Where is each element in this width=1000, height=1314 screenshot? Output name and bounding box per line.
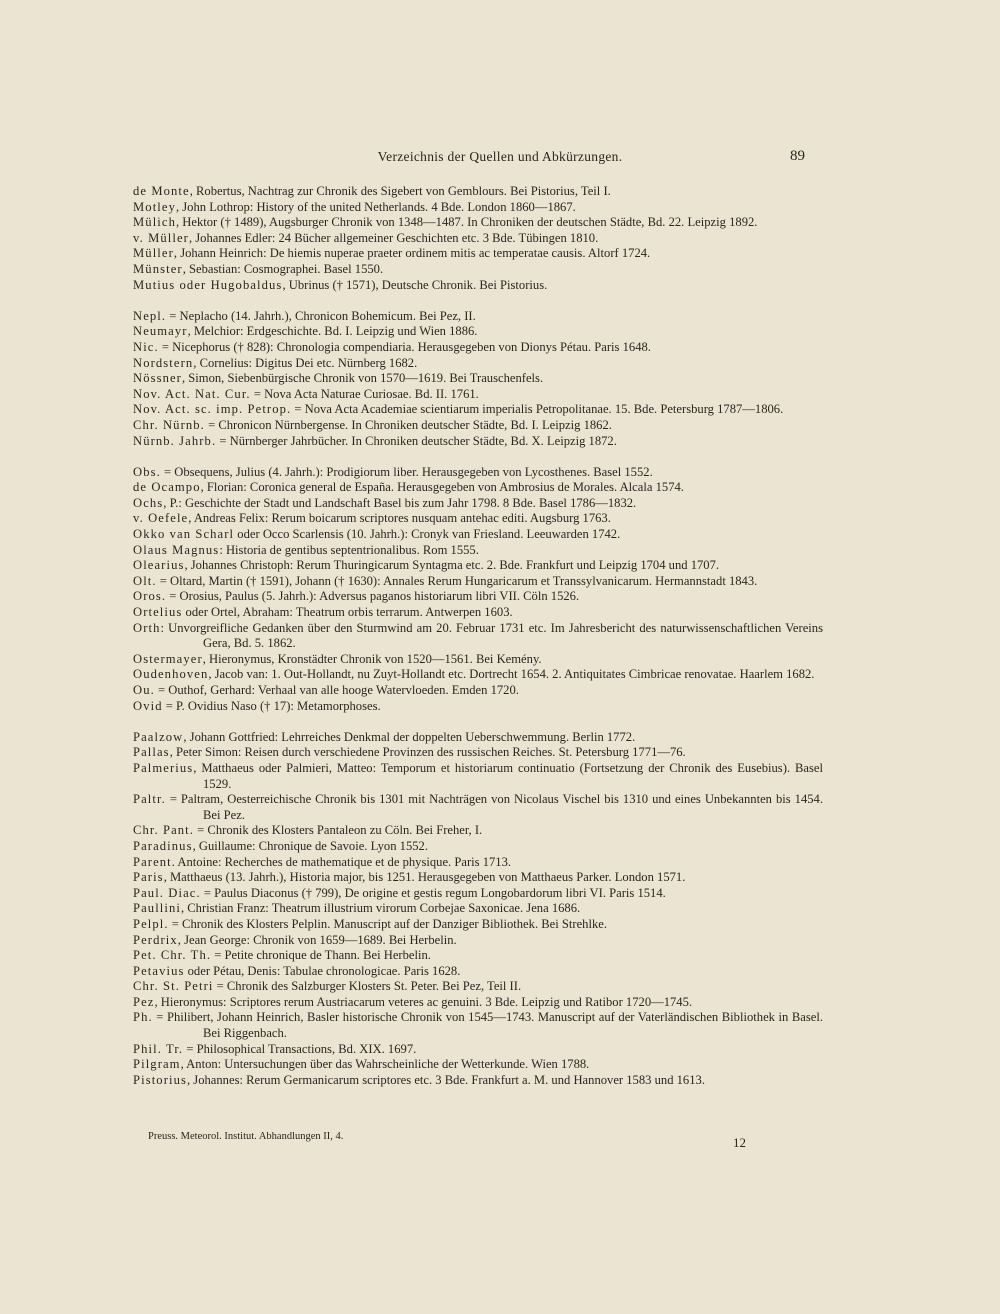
bibliography-entry xyxy=(133,527,823,543)
running-header: Verzeichnis der Quellen und Abkürzungen. xyxy=(377,149,623,164)
entry-text: = Paltram, Oesterreichische Chronik bis 1301 mit Nachträgen von Nicolaus Vischel bis 1310 und eines Unbekannten bis 1454. Bei Pez. xyxy=(165,792,823,822)
bibliography-entry xyxy=(133,200,823,216)
entry-text: , Christian Franz: Theatrum illustrium virorum Corbejae Saxonicae. Jena 1686. xyxy=(180,901,581,916)
bibliography-entry xyxy=(133,948,823,964)
entry-text: = Petite chronique de Thann. Bei Herbelin. xyxy=(211,948,431,963)
entry-heading: Motley xyxy=(133,199,176,214)
bibliography-entry xyxy=(133,667,823,683)
entry-text: , Robertus, Nachtrag zur Chronik des Sigebert von Gemblours. Bei Pistorius, Teil I. xyxy=(189,184,611,198)
bibliography-entry xyxy=(133,1042,823,1058)
entry-text: , Johann Heinrich: De hiemis nuperae praeter ordinem mitis ac temperatae causis. Altorf 1724. xyxy=(173,246,651,261)
entry-text: = Neplacho (14. Jahrh.), Chronicon Bohemicum. Bei Pez, II. xyxy=(166,308,476,323)
entry-text: = Nova Acta Academiae scientiarum imperialis Petropolitanae. 15. Bde. Petersburg 1787—1806. xyxy=(291,402,784,417)
entry-heading: Paltr. xyxy=(133,792,166,807)
bibliography-entry xyxy=(133,356,823,372)
entry-text: , Johannes Christoph: Rerum Thuringicarum Syntagma etc. 2. Bde. Frankfurt und Leipzig 1704 und 1707. xyxy=(184,558,720,573)
bibliography-entry xyxy=(133,589,823,605)
bibliography-entry xyxy=(133,730,823,746)
bibliography-entry xyxy=(133,324,823,340)
entry-text: = Chronik des Salzburger Klosters St. Peter. Bei Pez, Teil II. xyxy=(213,979,522,994)
entry-heading: Pet. Chr. Th. xyxy=(133,948,212,963)
entry-text: , Sebastian: Cosmographei. Basel 1550. xyxy=(182,261,384,276)
entry-heading: Paul. Diac. xyxy=(133,885,201,900)
bibliography-entry xyxy=(133,870,823,886)
entry-heading: Mülich xyxy=(133,215,176,230)
bibliography-entry xyxy=(133,855,823,871)
entry-heading: Paradinus xyxy=(133,838,193,853)
entry-heading: Obs. xyxy=(133,464,161,479)
entry-text: = P. Ovidius Naso († 17): Metamorphoses. xyxy=(162,698,381,713)
entry-heading: Oros. xyxy=(133,589,167,604)
entry-text: , Ubrinus († 1571), Deutsche Chronik. Bei Pistorius. xyxy=(282,277,548,292)
entry-heading: Paalzow xyxy=(133,729,184,744)
entry-text: = Oltard, Martin († 1591), Johann († 1630): Annales Rerum Hungaricarum et Transsylvanicarum. Hermannstadt 1843. xyxy=(156,573,758,588)
bibliography-entry xyxy=(133,340,823,356)
entry-heading: Phil. Tr. xyxy=(133,1041,184,1056)
bibliography-entry xyxy=(133,995,823,1011)
bibliography-entry xyxy=(133,823,823,839)
entry-text: = Paulus Diaconus († 799), De origine et gestis regum Longobardorum libri VI. Paris 1514. xyxy=(200,885,666,900)
bibliography-entry xyxy=(133,574,823,590)
entry-text: , Jean George: Chronik von 1659—1689. Bei Herbelin. xyxy=(177,932,457,947)
entry-heading: v. Müller xyxy=(133,230,189,245)
entry-heading: Pistorius xyxy=(133,1072,187,1087)
entry-text: , Andreas Felix: Rerum boicarum scriptores nusquam antehac editi. Augsburg 1763. xyxy=(188,511,611,526)
entry-heading: Nepl. xyxy=(133,308,167,323)
entry-text: , Guillaume: Chronique de Savoie. Lyon 1552. xyxy=(192,838,428,853)
bibliography-entry xyxy=(133,215,823,231)
entry-text: = Nova Acta Naturae Curiosae. Bd. II. 1761. xyxy=(250,386,479,401)
bibliography-entry xyxy=(133,184,823,200)
bibliography-entry xyxy=(133,745,823,761)
entry-heading: Pallas xyxy=(133,745,170,760)
entry-heading: Müller xyxy=(133,246,174,261)
bibliography-entry xyxy=(133,558,823,574)
entry-text: oder Occo Scarlensis (10. Jahrh.): Cronyk van Friesland. Leeuwarden 1742. xyxy=(234,527,621,542)
bibliography-entry xyxy=(133,434,823,450)
entry-text: , Simon, Siebenbürgische Chronik von 1570—1619. Bei Trauschenfels. xyxy=(181,371,544,386)
entry-text: , Melchior: Erdgeschichte. Bd. I. Leipzig und Wien 1886. xyxy=(187,324,478,339)
entry-text: , Anton: Untersuchungen über das Wahrscheinliche der Wetterkunde. Wien 1788. xyxy=(180,1057,590,1072)
letter-group xyxy=(133,730,823,1089)
entry-heading: Nordstern xyxy=(133,355,194,370)
letter-group xyxy=(133,184,823,293)
entry-heading: Mutius oder Hugobaldus xyxy=(133,277,283,292)
entry-text: , Hieronymus, Kronstädter Chronik von 1520—1561. Bei Kemény. xyxy=(202,651,542,666)
bibliography-entry xyxy=(133,621,823,652)
entry-heading: de Ocampo xyxy=(133,480,201,495)
entry-text: , Johann Gottfried: Lehrreiches Denkmal der doppelten Ueberschwemmung. Berlin 1772. xyxy=(183,729,636,744)
bibliography-entry xyxy=(133,605,823,621)
entry-heading: Oudenhoven xyxy=(133,667,209,682)
entry-text: = Philibert, Johann Heinrich, Basler historische Chronik von 1545—1743. Manuscript auf der Vaterländischen Bibliothek in Basel. Bei Riggenbach. xyxy=(152,1010,823,1041)
bibliography-entry xyxy=(133,901,823,917)
entry-text: = Nürnberger Jahrbücher. In Chroniken deutscher Städte, Bd. X. Leipzig 1872. xyxy=(216,433,617,448)
entry-text: , Cornelius: Digitus Dei etc. Nürnberg 1682. xyxy=(193,355,418,370)
entry-text: = Chronik des Klosters Pantaleon zu Cöln. Bei Freher, I. xyxy=(194,823,483,838)
entry-heading: de Monte xyxy=(133,184,190,198)
entry-heading: Chr. Nürnb. xyxy=(133,417,205,432)
entry-heading: Nürnb. Jahrb. xyxy=(133,433,217,448)
bibliography-entry xyxy=(133,387,823,403)
bibliography-entry xyxy=(133,309,823,325)
entry-text: oder Ortel, Abraham: Theatrum orbis terrarum. Antwerpen 1603. xyxy=(182,605,513,620)
entry-text: , John Lothrop: History of the united Netherlands. 4 Bde. London 1860—1867. xyxy=(175,199,576,214)
bibliography-list xyxy=(133,184,823,1104)
entry-text: , Matthaeus (13. Jahrh.), Historia major, bis 1251. Herausgegeben von Matthaeus Parker. London 1571. xyxy=(163,870,686,885)
page-number: 89 xyxy=(790,148,805,164)
bibliography-entry xyxy=(133,761,823,792)
bibliography-entry xyxy=(133,792,823,823)
entry-heading: Okko van Scharl xyxy=(133,527,235,542)
entry-heading: Nov. Act. Nat. Cur. xyxy=(133,386,251,401)
entry-heading: Paullini xyxy=(133,901,181,916)
footer-publisher-line: Preuss. Meteorol. Institut. Abhandlungen II, 4. xyxy=(148,1131,344,1142)
entry-heading: Pez xyxy=(133,994,155,1009)
entry-heading: Olearius xyxy=(133,558,185,573)
entry-heading: Parent xyxy=(133,854,172,869)
entry-text: = Chronik des Klosters Pelplin. Manuscript auf der Danziger Bibliothek. Bei Strehlke. xyxy=(168,916,607,931)
entry-heading: Nov. Act. sc. imp. Petrop. xyxy=(133,402,292,417)
bibliography-entry xyxy=(133,839,823,855)
entry-heading: Ovid xyxy=(133,698,163,713)
entry-heading: Palmerius xyxy=(133,760,194,775)
entry-heading: Münster xyxy=(133,261,183,276)
entry-text: , Hektor († 1489), Augsburger Chronik von 1348—1487. In Chroniken der deutschen Städte, Bd. 22. Leipzig 1892. xyxy=(175,215,758,230)
signature-mark: 12 xyxy=(733,1135,746,1150)
entry-text: oder Pétau, Denis: Tabulae chronologicae. Paris 1628. xyxy=(184,963,461,978)
bibliography-entry xyxy=(133,1057,823,1073)
entry-heading: Ph. xyxy=(133,1010,153,1025)
entry-text: , Johannes Edler: 24 Bücher allgemeiner Geschichten etc. 3 Bde. Tübingen 1810. xyxy=(188,230,599,245)
entry-heading: Petavius xyxy=(133,963,185,978)
bibliography-entry xyxy=(133,933,823,949)
bibliography-entry xyxy=(133,652,823,668)
entry-heading: Ostermayer xyxy=(133,651,203,666)
entry-heading: Pelpl. xyxy=(133,916,169,931)
bibliography-entry xyxy=(133,262,823,278)
bibliography-entry xyxy=(133,699,823,715)
entry-text: = Outhof, Gerhard: Verhaal van alle hooge Watervloeden. Emden 1720. xyxy=(154,683,519,697)
entry-heading: Olaus Magnus xyxy=(133,542,220,557)
entry-text: = Chronicon Nürnbergense. In Chroniken deutscher Städte, Bd. I. Leipzig 1862. xyxy=(204,417,612,432)
entry-heading: Olt. xyxy=(133,573,157,588)
bibliography-entry xyxy=(133,246,823,262)
entry-text: , Hieronymus: Scriptores rerum Austriacarum veteres ac genuini. 3 Bde. Leipzig und Ratibor 1720—1745. xyxy=(154,994,693,1009)
bibliography-entry xyxy=(133,964,823,980)
entry-heading: Ochs xyxy=(133,495,164,510)
entry-text: , Florian: Coronica general de España. Herausgegeben von Ambrosius de Morales. Alcala 1574. xyxy=(200,480,684,495)
entry-text: : Unvorgreifliche Gedanken über den Sturmwind am 20. Februar 1731 etc. Im Jahresbericht des naturwissenschaftlichen Vereins Gera, Bd. 5. 1862. xyxy=(160,620,823,651)
entry-text: , Johannes: Rerum Germanicarum scriptores etc. 3 Bde. Frankfurt a. M. und Hannover 1583 und 1613. xyxy=(187,1072,705,1087)
bibliography-entry xyxy=(133,1010,823,1041)
entry-heading: Neumayr xyxy=(133,324,188,339)
entry-heading: Chr. Pant. xyxy=(133,823,195,838)
entry-heading: Ortelius xyxy=(133,605,183,620)
bibliography-entry xyxy=(133,543,823,559)
entry-text: = Nicephorus († 828): Chronologia compendiaria. Herausgegeben von Dionys Pétau. Paris 1648. xyxy=(158,339,651,354)
entry-heading: Perdrix xyxy=(133,932,178,947)
entry-heading: Ou. xyxy=(133,683,155,697)
entry-text: , Jacob van: 1. Out-Hollandt, nu Zuyt-Hollandt etc. Dortrecht 1654. 2. Antiquitates Cimbricae renovatae. Haarlem 1682. xyxy=(208,667,815,682)
entry-text: , Peter Simon: Reisen durch verschiedene Provinzen des russischen Reiches. St. Petersburg 1771—76. xyxy=(169,745,686,760)
entry-text: , Matthaeus oder Palmieri, Matteo: Temporum et historiarum continuatio (Fortsetzung der Chronik des Eusebius). Basel 1529. xyxy=(193,760,823,791)
bibliography-entry xyxy=(133,886,823,902)
entry-heading: Pilgram xyxy=(133,1057,181,1072)
bibliography-entry xyxy=(133,511,823,527)
bibliography-entry xyxy=(133,917,823,933)
bibliography-entry xyxy=(133,418,823,434)
entry-heading: Orth xyxy=(133,620,161,635)
entry-heading: Chr. St. Petri xyxy=(133,979,214,994)
entry-text: = Philosophical Transactions, Bd. XIX. 1697. xyxy=(183,1041,417,1056)
entry-heading: Paris xyxy=(133,870,164,885)
entry-text: = Orosius, Paulus (5. Jahrh.): Adversus paganos historiarum libri VII. Cöln 1526. xyxy=(166,589,580,604)
letter-group xyxy=(133,309,823,449)
bibliography-entry xyxy=(133,1073,823,1089)
entry-text: : Historia de gentibus septentrionalibus. Rom 1555. xyxy=(219,542,479,557)
entry-text: = Obsequens, Julius (4. Jahrh.): Prodigiorum liber. Herausgegeben von Lycosthenes. Basel 1552. xyxy=(160,464,653,479)
bibliography-entry xyxy=(133,231,823,247)
entry-text: . Antoine: Recherches de mathematique et de physique. Paris 1713. xyxy=(171,854,512,869)
bibliography-entry xyxy=(133,465,823,481)
bibliography-entry xyxy=(133,979,823,995)
bibliography-entry xyxy=(133,278,823,294)
bibliography-entry xyxy=(133,402,823,418)
bibliography-entry xyxy=(133,371,823,387)
bibliography-entry xyxy=(133,683,823,699)
entry-text: , P.: Geschichte der Stadt und Landschaft Basel bis zum Jahr 1798. 8 Bde. Basel 1786—1832. xyxy=(163,495,637,510)
bibliography-entry xyxy=(133,480,823,496)
entry-heading: Nic. xyxy=(133,339,159,354)
bibliography-entry xyxy=(133,496,823,512)
entry-heading: Nössner xyxy=(133,371,182,386)
entry-heading: v. Oefele xyxy=(133,511,189,526)
letter-group xyxy=(133,465,823,715)
